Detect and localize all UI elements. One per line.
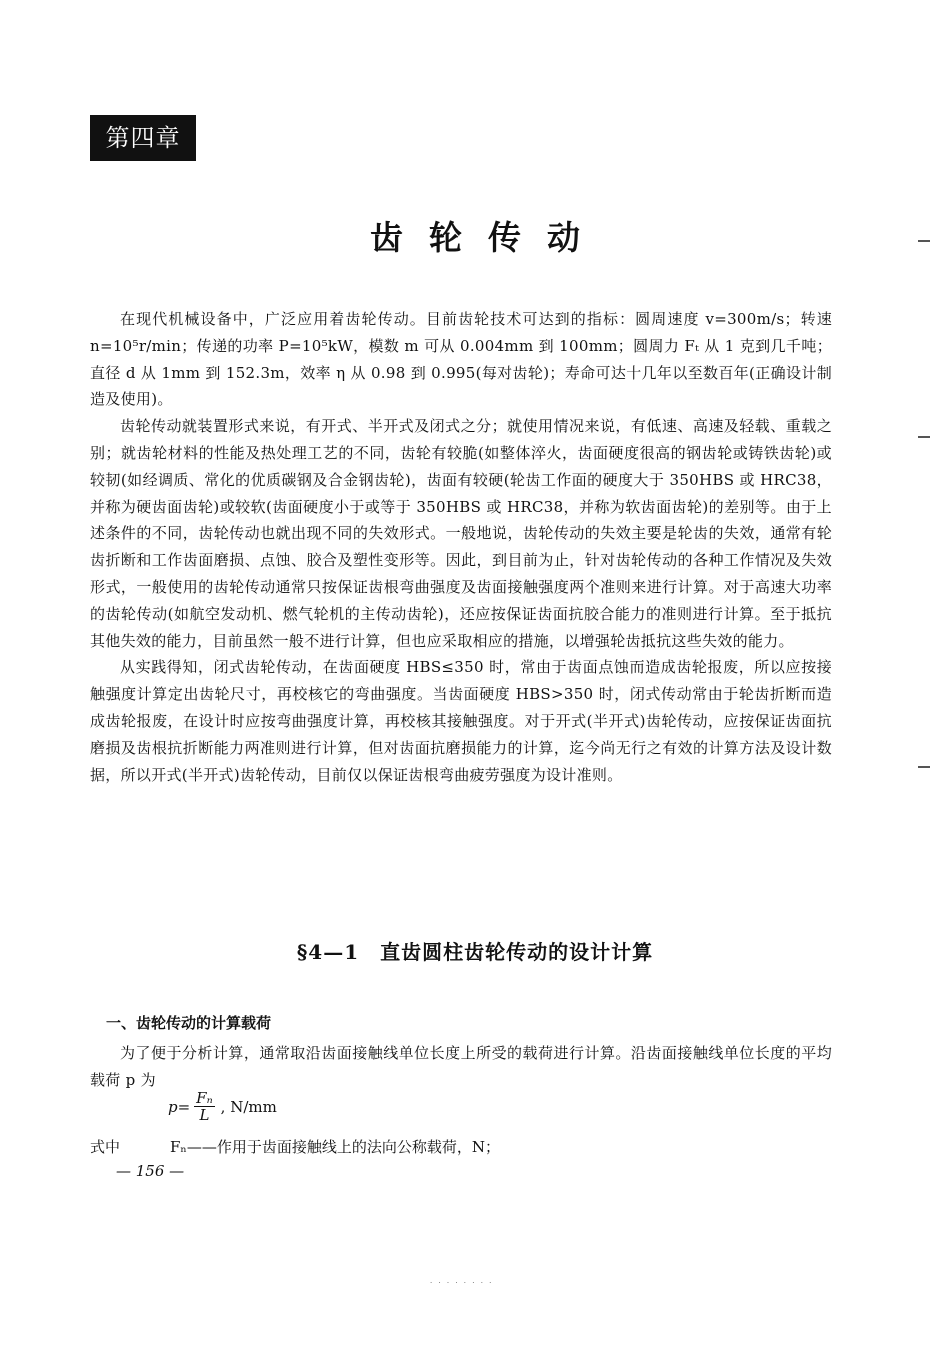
formula-unit: , N/mm xyxy=(220,1097,277,1116)
chapter-intro xyxy=(90,306,832,788)
load-formula xyxy=(168,1090,277,1123)
margin-mark xyxy=(918,766,930,768)
where-clause xyxy=(90,1136,500,1157)
formula-fraction xyxy=(194,1090,215,1123)
footer-mark: · · · · · · · · xyxy=(430,1279,494,1287)
subsection-title: 一、齿轮传动的计算载荷 xyxy=(106,1014,272,1032)
margin-mark xyxy=(918,240,930,242)
body-paragraph: 齿轮传动就装置形式来说，有开式、半开式及闭式之分；就使用情况来说，有低速、高速及轻载、重载之别；就齿轮材料的性能及热处理工艺的不同，齿轮有较脆(如整体淬火，齿面硬度很高的钢齿轮或铸铁齿轮)或较韧(如经调质、常化的优质碳钢及合金钢齿轮)，齿面有较硬(轮齿工作面的硬度大于 350HBS 或 HRC38，并称为硬齿面齿轮)或较软(齿面硬度小于或等于 350HBS 或 HRC38，并称为软齿面齿轮)的差别等。由于上述条件的不同，齿轮传动也就出现不同的失效形式。一般地说，齿轮传动的失效主要是轮齿的失效，通常有轮齿折断和工作齿面磨损、点蚀、胶合及塑性变形等。因此，到目前为止，针对齿轮传动的各种工作情况及失效形式，一般使用的齿轮传动通常只按保证齿根弯曲强度及齿面接触强度两个准则来进行计算。对于高速大功率的齿轮传动(如航空发动机、燃气轮机的主传动齿轮)，还应按保证齿面抗胶合能力的准则进行计算。至于抵抗其他失效的能力，目前虽然一般不进行计算，但也应采取相应的措施，以增强轮齿抵抗这些失效的能力。 xyxy=(90,417,832,650)
body-paragraph: 从实践得知，闭式齿轮传动，在齿面硬度 HBS≤350 时，常由于齿面点蚀而造成齿轮报废，所以应按接触强度计算定出齿轮尺寸，再校核它的弯曲强度。当齿面硬度 HBS>350 时，闭式传动常由于轮齿折断而造成齿轮报废，在设计时应按弯曲强度计算，再校核其接触强度。对于开式(半开式)齿轮传动，应按保证齿面抗磨损及齿根抗折断能力两准则进行计算，但对齿面抗磨损能力的计算，迄今尚无行之有效的计算方法及设计数据，所以开式(半开式)齿轮传动，目前仅以保证齿根弯曲疲劳强度为设计准则。 xyxy=(90,658,832,784)
where-text: Fₙ——作用于齿面接触线上的法向公称载荷，N； xyxy=(170,1138,501,1156)
formula-numerator: Fₙ xyxy=(196,1089,213,1107)
chapter-title: 齿轮传动 xyxy=(370,218,606,257)
page-number: — 156 — xyxy=(116,1162,185,1180)
formula-lhs: p= xyxy=(168,1097,191,1116)
chapter-badge: 第四章 xyxy=(90,115,196,161)
where-label: 式中 xyxy=(90,1138,121,1156)
margin-mark xyxy=(918,436,930,438)
section-paragraph: 为了便于分析计算，通常取沿齿面接触线单位长度上所受的载荷进行计算。沿齿面接触线单位长度的平均载荷 p 为 xyxy=(90,1044,832,1089)
formula-denominator: L xyxy=(199,1106,210,1124)
body-paragraph: 在现代机械设备中，广泛应用着齿轮传动。目前齿轮技术可达到的指标：圆周速度 v=300m/s；转速 n=10⁵r/min；传递的功率 P=10⁵kW，模数 m 可从 0.004mm 到 100mm；圆周力 Fₜ 从 1 克到几千吨；直径 d 从 1mm 到 152.3m，效率 η 从 0.98 到 0.995(每对齿轮)；寿命可达十几年以至数百年(正确设计制造及使用)。 xyxy=(90,310,832,409)
section-title: §4—1 直齿圆柱齿轮传动的设计计算 xyxy=(296,940,654,964)
